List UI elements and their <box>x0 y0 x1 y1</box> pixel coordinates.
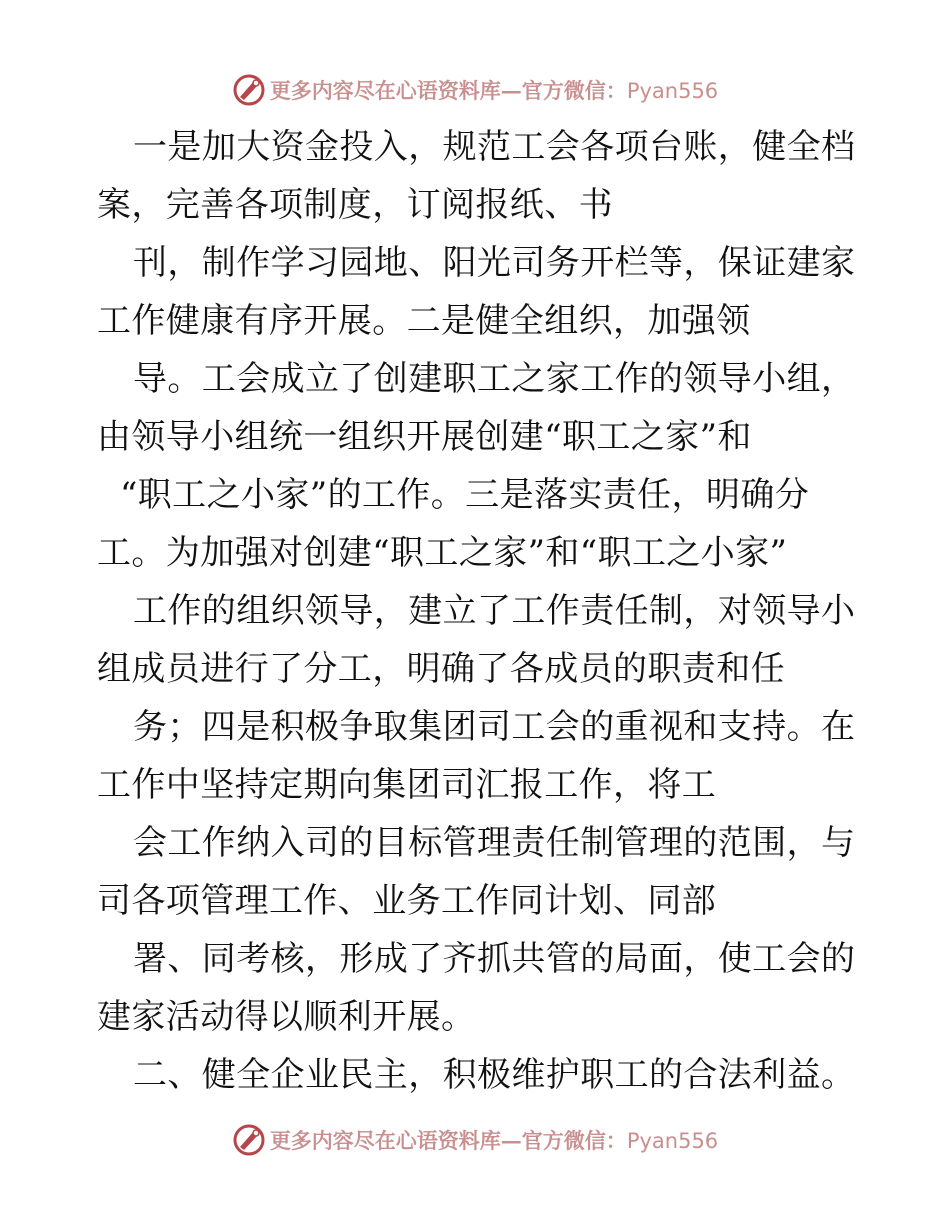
body-line: 会工作纳入司的目标管理责任制管理的范围，与 <box>133 823 856 863</box>
body-line: 工作的组织领导，建立了工作责任制，对领导小 <box>133 591 856 631</box>
body-line: 工作健康有序开展。二是健全组织，加强领 <box>97 301 751 341</box>
header-banner-id: Pyan556 <box>626 79 719 103</box>
body-line: 刊，制作学习园地、阳光司务开栏等，保证建家 <box>133 243 856 283</box>
body-line: 建家活动得以顺利开展。 <box>97 997 476 1037</box>
body-line: 工。为加强对创建“职工之家”和“职工之小家” <box>97 533 788 573</box>
body-line: 工作中坚持定期向集团司汇报工作，将工 <box>97 765 717 805</box>
body-line: 二、健全企业民主，积极维护职工的合法利益。 <box>133 1055 856 1095</box>
body-line: 一是加大资金投入，规范工会各项台账，健全档 <box>133 127 856 167</box>
body-line: 由领导小组统一组织开展创建“职工之家”和 <box>97 417 752 457</box>
seal-logo-icon <box>232 1123 266 1157</box>
body-line: 务；四是积极争取集团司工会的重视和支持。在 <box>133 707 856 747</box>
body-line: 导。工会成立了创建职工之家工作的领导小组， <box>133 359 856 399</box>
footer-banner-id: Pyan556 <box>626 1129 719 1153</box>
body-line: 组成员进行了分工，明确了各成员的职责和任 <box>97 649 785 689</box>
body-line: 司各项管理工作、业务工作同计划、同部 <box>97 881 717 921</box>
header-banner-text: 更多内容尽在心语资料库—官方微信： <box>269 78 627 103</box>
footer-banner <box>0 1120 950 1160</box>
footer-banner-text: 更多内容尽在心语资料库—官方微信： <box>269 1128 627 1153</box>
body-line: 案，完善各项制度，订阅报纸、书 <box>97 185 613 225</box>
body-line: 署、同考核，形成了齐抓共管的局面，使工会的 <box>133 939 856 979</box>
body-line: “职工之小家”的工作。三是落实责任，明确分 <box>120 475 810 515</box>
